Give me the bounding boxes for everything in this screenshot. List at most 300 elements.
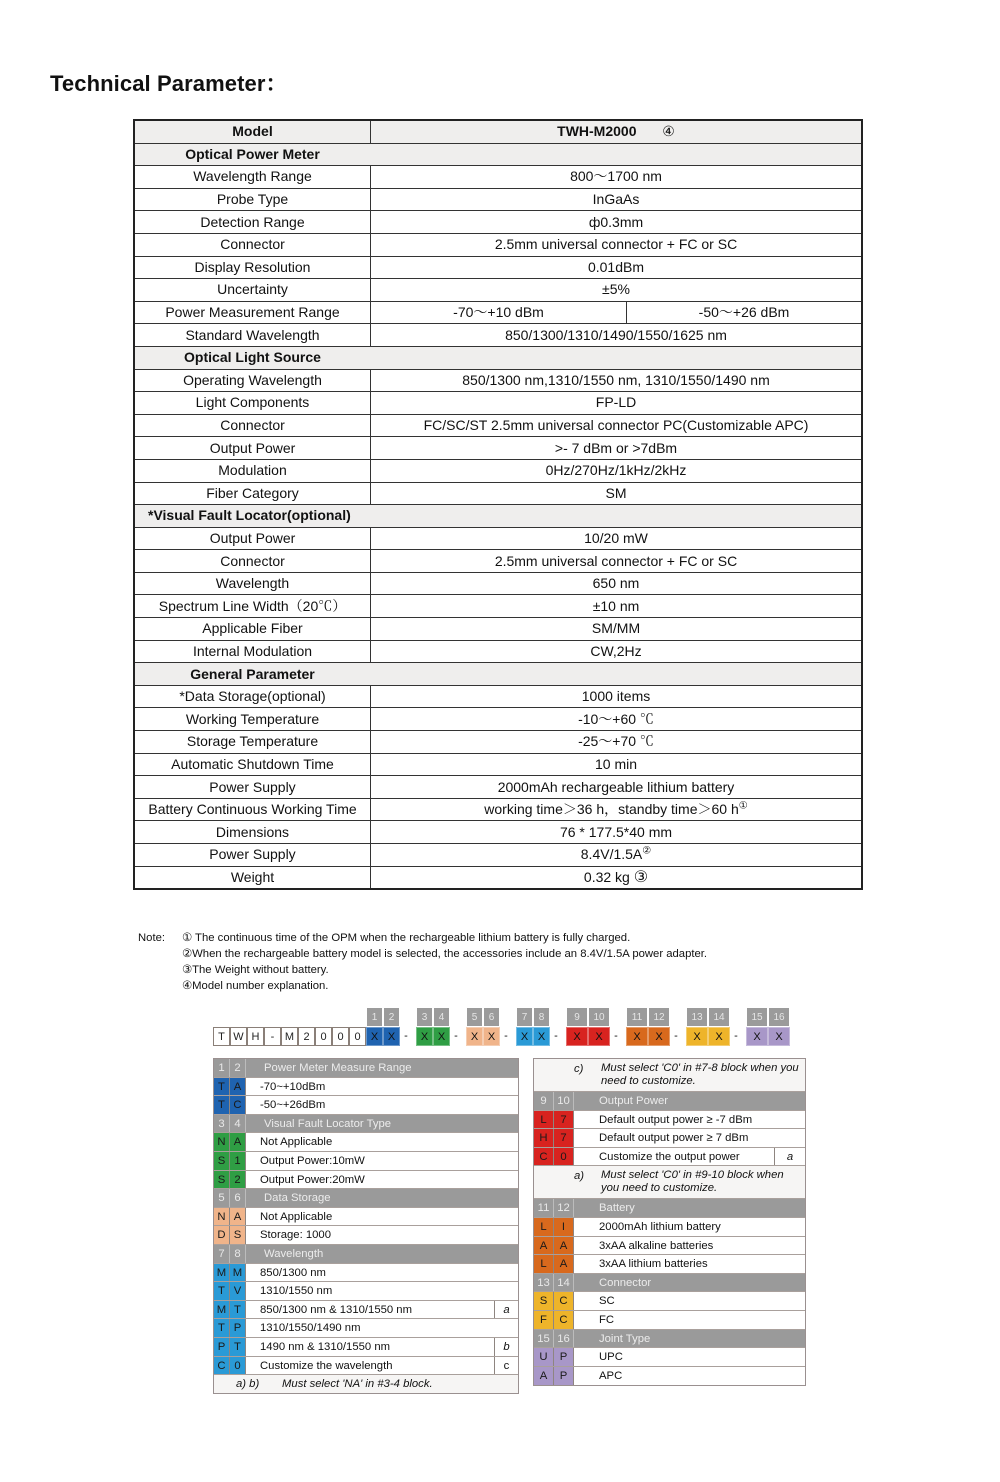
section-row [134,143,862,166]
code-char-2: P [230,1319,246,1337]
code-note-text: Must select 'C0' in #9-10 block when you need to customize. [601,1169,784,1195]
spec-row [134,550,862,573]
code-option-desc: 850/1300 nm [260,1266,326,1279]
code-char-1: 3 [214,1115,230,1133]
section-heading: *Visual Fault Locator(optional) [148,507,351,524]
code-char-1: U [534,1348,554,1366]
code-footnote-tag: c [494,1357,518,1375]
code-char-1: S [214,1171,230,1189]
spec-row [134,821,862,844]
code-position-number: 4 [433,1007,450,1027]
code-position-number: 7 [516,1007,533,1027]
code-block-header [534,1330,805,1349]
code-placeholder: X [588,1027,610,1046]
code-char-1: S [214,1152,230,1170]
spec-value: >- 7 dBm or >7dBm [554,439,678,456]
spec-label: Connector [134,233,371,256]
model-value: TWH-M2000 [557,123,637,140]
code-char-2: 14 [554,1274,574,1292]
code-block-header [534,1274,805,1293]
spec-row [134,437,862,460]
spec-label: Light Components [134,392,371,415]
spec-value: FP-LD [595,394,637,411]
code-option-desc: Not Applicable [260,1136,333,1149]
code-char-1: 13 [534,1274,554,1292]
code-option-row [214,1282,518,1301]
spec-value: 10/20 mW [584,529,648,546]
code-char-2: C [230,1096,246,1114]
code-block-header [214,1059,518,1078]
code-char-1: L [534,1111,554,1129]
code-prefix-char: M [281,1027,298,1046]
code-option-desc: Storage: 1000 [260,1229,331,1242]
code-char-2: 1 [230,1152,246,1170]
spec-value: 850/1300/1310/1490/1550/1625 nm [505,326,727,343]
code-char-1: 15 [534,1330,554,1348]
code-note-ref: a) b) [236,1378,260,1391]
code-note-ref: a) [574,1170,585,1183]
code-dash: - [674,1030,678,1042]
spec-row [134,233,862,256]
code-char-2: 4 [230,1115,246,1133]
spec-value-cell [371,188,863,211]
code-char-2: 7 [554,1129,574,1147]
code-char-2: 7 [554,1111,574,1129]
code-char-1: F [534,1311,554,1329]
code-position-number: 14 [708,1007,730,1027]
spec-value-cell [371,527,863,550]
section-heading-wrap [135,664,370,685]
spec-value-cell [371,866,863,889]
spec-value: 76 * 177.5*40 mm [559,823,673,840]
code-position-number: 13 [686,1007,708,1027]
spec-value-cell [371,776,863,799]
code-option-desc: Not Applicable [260,1210,333,1223]
code-position-number: 2 [383,1007,400,1027]
code-option-desc: APC [599,1369,623,1382]
spec-label: Weight [134,866,371,889]
code-block-title: Power Meter Measure Range [264,1062,412,1074]
spec-value: 10 min [594,755,638,772]
spec-value: 1000 items [581,688,651,705]
spec-label: Display Resolution [134,256,371,279]
code-placeholder: X [746,1027,768,1046]
code-placeholder: X [516,1027,533,1046]
spec-value-cell [371,640,863,663]
spec-value-cell [371,798,863,821]
code-placeholder: X [433,1027,450,1046]
spec-label: Wavelength [134,572,371,595]
code-position-number: 5 [466,1007,483,1027]
spec-value-cell [371,708,863,731]
code-char-2: 12 [554,1199,574,1217]
spec-value-cell [371,572,863,595]
spec-row [134,482,862,505]
spec-row [134,708,862,731]
code-char-2: A [554,1237,574,1255]
spec-label: Standard Wavelength [134,324,371,347]
footnote-ref: ① [738,800,748,812]
code-char-1: L [534,1255,554,1273]
code-option-row [214,1208,518,1227]
code-option-desc: -70~+10dBm [260,1080,326,1093]
code-char-1: A [534,1367,554,1386]
spec-label: Output Power [134,527,371,550]
code-footnote-tag: a [494,1301,518,1319]
code-placeholder: X [383,1027,400,1046]
spec-row [134,685,862,708]
code-position-number: 3 [416,1007,433,1027]
section-cell [134,143,862,166]
code-block-title: Joint Type [599,1332,651,1345]
spec-value: CW,2Hz [590,642,642,659]
code-option-row [214,1096,518,1115]
code-placeholder: X [566,1027,588,1046]
spec-value: SM [605,484,627,501]
spec-value: 650 nm [592,575,640,592]
code-char-1: C [214,1357,230,1375]
spec-row [134,527,862,550]
code-block-title: Output Power [599,1095,669,1107]
code-placeholder: X [708,1027,730,1046]
code-char-2: C [554,1292,574,1310]
code-char-2: A [554,1255,574,1273]
spec-value-cell [371,821,863,844]
model-label: Model [134,120,371,143]
spec-row [134,776,862,799]
note-item: ① The continuous time of the OPM when the rechargeable lithium battery is fully charged. [182,932,631,944]
code-char-2: M [230,1264,246,1282]
model-value-cell [371,120,863,143]
code-option-row [214,1152,518,1171]
footnote-ref: ③ [633,868,649,886]
code-char-1: 5 [214,1189,230,1207]
spec-value: InGaAs [592,191,640,208]
code-char-1: M [214,1301,230,1319]
code-char-2: A [230,1133,246,1151]
code-placeholder: X [768,1027,790,1046]
code-option-desc: UPC [599,1351,623,1364]
spec-value-cell [371,233,863,256]
code-option-row [534,1311,805,1330]
spec-value-cell [371,279,863,302]
code-prefix-char: 0 [332,1027,349,1046]
footnote-ref: ② [642,845,652,857]
code-placeholder: X [648,1027,670,1046]
code-char-2: S [230,1226,246,1244]
code-block-header [214,1189,518,1208]
code-option-row [534,1348,805,1367]
spec-row [134,188,862,211]
code-option-desc: Default output power ≥ 7 dBm [599,1132,749,1145]
spec-value: 0Hz/270Hz/1kHz/2kHz [545,462,687,479]
spec-row [134,572,862,595]
spec-value: ±5% [602,281,630,298]
spec-value: 2.5mm universal connector + FC or SC [494,236,738,253]
code-char-2: 2 [230,1059,246,1077]
code-option-desc: Output Power:20mW [260,1173,365,1186]
model-ref: ④ [662,123,675,140]
code-dash: - [554,1030,558,1042]
code-block-header [534,1092,805,1111]
spec-row [134,211,862,234]
spec-row [134,256,862,279]
section-heading: General Parameter [190,665,315,682]
code-block-title: Connector [599,1276,652,1289]
code-position-number: 11 [626,1007,648,1027]
spec-label: Power Supply [134,776,371,799]
code-option-row [534,1255,805,1274]
code-char-2: P [554,1367,574,1386]
spec-label: Spectrum Line Width（20℃） [134,595,371,618]
spec-value-cell [371,753,863,776]
spec-value: 0.01dBm [587,258,645,275]
code-option-desc: Customize the output power [599,1150,740,1163]
code-option-row [214,1338,518,1357]
spec-row [134,301,862,324]
spec-label: Storage Temperature [134,731,371,754]
code-char-1: L [534,1218,554,1236]
section-cell [134,663,862,686]
spec-label: Dimensions [134,821,371,844]
code-char-1: D [214,1226,230,1244]
section-row [134,346,862,369]
code-block-header [214,1115,518,1134]
code-char-1: 7 [214,1245,230,1263]
spec-row [134,369,862,392]
spec-label: Fiber Category [134,482,371,505]
code-prefix-char: 0 [349,1027,366,1046]
code-placeholder: X [366,1027,383,1046]
spec-value-cell [371,844,863,867]
spec-label: Power Measurement Range [134,301,371,324]
code-char-1: C [534,1148,554,1166]
code-option-row [214,1171,518,1190]
code-footnote-tag: a [774,1148,805,1166]
section-row [134,663,862,686]
section-heading-wrap [135,144,370,165]
code-note-text: Must select 'C0' in #7-8 block when you need to customize. [601,1062,799,1087]
spec-row [134,866,862,889]
code-note [534,1166,805,1199]
code-option-row [214,1133,518,1152]
code-option-row [534,1218,805,1237]
spec-value-cell [371,392,863,415]
spec-value: FC/SC/ST 2.5mm universal connector PC(Customizable APC) [423,417,809,434]
code-dash: - [454,1030,458,1042]
spec-value-cell [371,731,863,754]
spec-label: *Data Storage(optional) [134,685,371,708]
spec-value: working time＞36 h，standby time＞60 h [484,801,739,818]
spec-row [134,798,862,821]
spec-value: ф0.3mm [588,213,644,230]
spec-value: 850/1300 nm,1310/1550 nm, 1310/1550/1490 nm [462,371,770,388]
code-option-desc: 850/1300 nm & 1310/1550 nm [260,1303,412,1316]
code-position-number: 10 [588,1007,610,1027]
code-char-2: A [230,1078,246,1096]
code-char-2: 0 [230,1357,246,1375]
code-block-title: Visual Fault Locator Type [264,1117,392,1130]
code-prefix-char: 2 [298,1027,315,1046]
spec-value-cell [371,459,863,482]
code-prefix-char: - [264,1027,281,1046]
note-item: ④Model number explanation. [182,980,329,992]
code-char-1: T [214,1319,230,1337]
spec-value-cell [371,166,863,189]
spec-value: -70～+10 dBm [371,301,627,324]
spec-value-cell [371,550,863,573]
spec-value-cell [371,482,863,505]
spec-label: Automatic Shutdown Time [134,753,371,776]
spec-row [134,459,862,482]
spec-row [134,279,862,302]
code-option-row [214,1264,518,1283]
code-table-right [533,1058,806,1386]
spec-row [134,392,862,415]
code-block-title: Wavelength [264,1247,324,1260]
model-row [134,120,862,143]
code-char-1: N [214,1208,230,1226]
spec-value-cell [371,618,863,641]
spec-value-cell [371,256,863,279]
spec-label: Output Power [134,437,371,460]
spec-label: Applicable Fiber [134,618,371,641]
spec-row [134,595,862,618]
code-option-row [534,1367,805,1386]
code-position-number: 12 [648,1007,670,1027]
code-option-row [214,1301,518,1320]
code-option-desc: 1490 nm & 1310/1550 nm [260,1340,391,1353]
code-char-2: I [554,1218,574,1236]
spec-table [133,119,863,890]
code-position-number: 8 [533,1007,550,1027]
spec-value: -10～+60 ℃ [578,710,654,727]
code-option-desc: SC [599,1295,615,1308]
code-option-desc: 1310/1550 nm [260,1285,333,1298]
code-placeholder: X [686,1027,708,1046]
spec-value: 2.5mm universal connector + FC or SC [494,552,738,569]
code-prefix-char: H [247,1027,264,1046]
spec-label: Detection Range [134,211,371,234]
spec-value-cell [371,324,863,347]
code-prefix-char: 0 [315,1027,332,1046]
spec-value: 8.4V/1.5A [580,846,643,863]
spec-value-cell [371,414,863,437]
code-char-1: 11 [534,1199,554,1217]
spec-value: 2000mAh rechargeable lithium battery [497,778,735,795]
spec-value-cell [371,369,863,392]
code-option-desc: 1310/1550/1490 nm [260,1322,361,1335]
code-option-row [214,1319,518,1338]
code-placeholder: X [466,1027,483,1046]
note-item: ②When the rechargeable battery model is selected, the accessories include an 8.4V/1.5A power adapter. [182,948,708,960]
page-title: Technical Parameter： [50,71,288,96]
spec-value: ±10 nm [592,597,640,614]
code-position-number: 6 [483,1007,500,1027]
spec-row [134,324,862,347]
code-placeholder: X [533,1027,550,1046]
code-option-row [534,1129,805,1148]
spec-value: 800～1700 nm [570,168,662,185]
section-heading: Optical Light Source [184,349,321,366]
code-footnote-tag: b [494,1338,518,1356]
code-char-1: 9 [534,1092,554,1110]
code-option-desc: 3xAA lithium batteries [599,1258,708,1271]
code-note [534,1059,805,1092]
spec-label: Battery Continuous Working Time [134,798,371,821]
code-char-2: 10 [554,1092,574,1110]
code-char-2: 16 [554,1330,574,1348]
spec-row [134,731,862,754]
code-char-1: T [214,1078,230,1096]
notes-list [182,930,707,994]
code-dash: - [504,1030,508,1042]
code-note-text: Must select 'NA' in #3-4 block. [282,1378,433,1391]
code-option-row [214,1357,518,1376]
spec-row [134,414,862,437]
code-option-row [214,1226,518,1245]
code-placeholder: X [483,1027,500,1046]
code-option-desc: 3xAA alkaline batteries [599,1239,714,1252]
spec-label: Connector [134,550,371,573]
spec-label: Power Supply [134,844,371,867]
code-char-2: T [230,1301,246,1319]
spec-row [134,166,862,189]
code-note [214,1375,518,1393]
spec-label: Working Temperature [134,708,371,731]
code-option-desc: Output Power:10mW [260,1154,365,1167]
spec-label: Uncertainty [134,279,371,302]
code-option-row [534,1111,805,1130]
section-heading: Optical Power Meter [185,145,320,162]
code-dash: - [614,1030,618,1042]
code-char-2: 0 [554,1148,574,1166]
spec-row [134,618,862,641]
code-char-2: C [554,1311,574,1329]
code-position-number: 1 [366,1007,383,1027]
code-block-title: Battery [599,1202,635,1215]
code-option-row [534,1292,805,1311]
code-char-2: A [230,1208,246,1226]
section-cell [134,346,862,369]
code-option-desc: Default output power ≥ -7 dBm [599,1113,753,1126]
code-char-2: P [554,1348,574,1366]
code-placeholder: X [416,1027,433,1046]
section-row [134,505,862,528]
code-option-desc: 2000mAh lithium battery [599,1220,721,1233]
code-char-1: H [534,1129,554,1147]
notes-label: Note: [138,932,166,944]
code-option-desc: FC [599,1313,615,1326]
code-char-1: M [214,1264,230,1282]
code-char-2: 6 [230,1189,246,1207]
spec-row [134,753,862,776]
code-char-1: S [534,1292,554,1310]
spec-value: 0.32 kg [583,868,630,885]
code-char-2: T [230,1338,246,1356]
code-table-left [213,1058,519,1394]
code-placeholder: X [626,1027,648,1046]
code-option-desc: Customize the wavelength [260,1359,393,1372]
code-block-title: Data Storage [264,1192,331,1205]
spec-value: -25～+70 ℃ [578,733,654,750]
code-option-row [214,1078,518,1097]
code-position-number: 15 [746,1007,768,1027]
code-char-1: N [214,1133,230,1151]
spec-value-cell [371,685,863,708]
code-position-number: 16 [768,1007,790,1027]
code-char-2: 8 [230,1245,246,1263]
